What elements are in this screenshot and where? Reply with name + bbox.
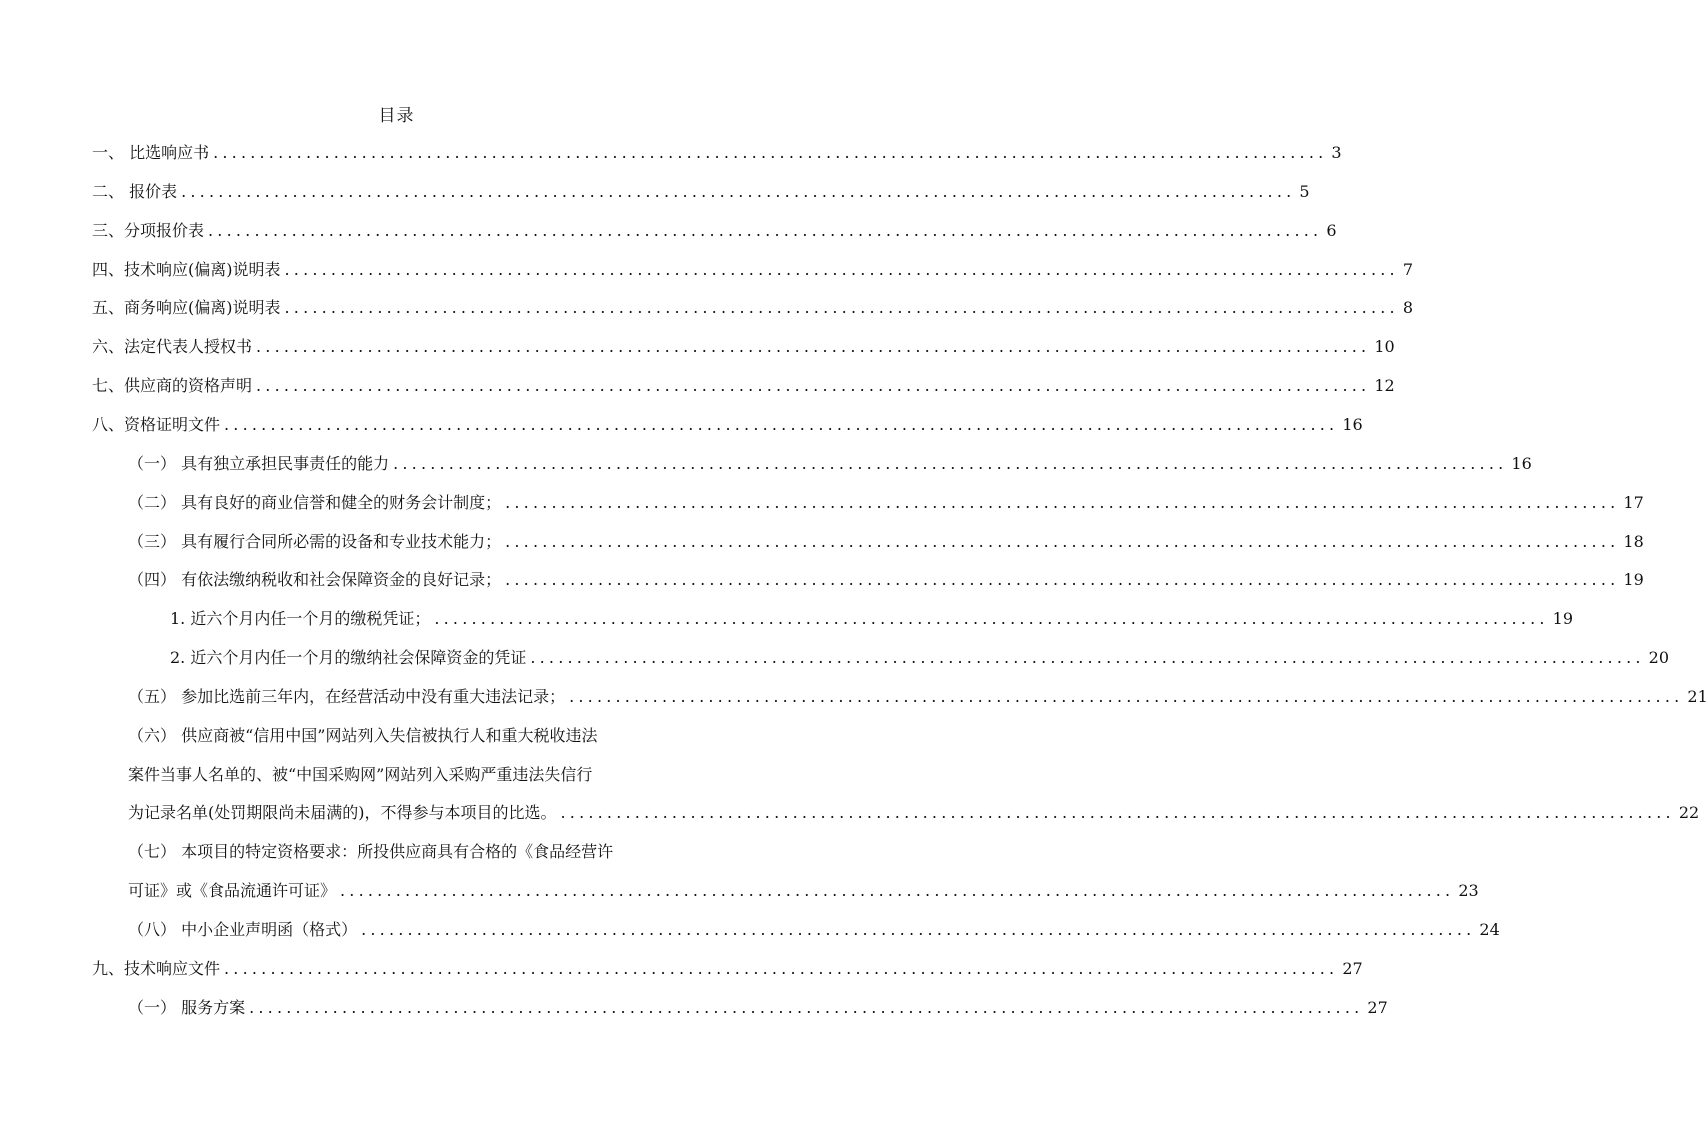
toc-entry-label: 案件当事人名单的、被“中国采购网”网站列入采购严重违法失信行 bbox=[128, 764, 593, 784]
toc-entry-continuation[interactable] bbox=[128, 794, 1700, 833]
toc-entry[interactable] bbox=[92, 212, 1337, 251]
toc-page-number: 19 bbox=[1623, 570, 1644, 590]
toc-entry[interactable] bbox=[92, 367, 1395, 406]
dot-leader: ........................................................................................................................ bbox=[505, 492, 1620, 512]
toc-entry[interactable] bbox=[92, 289, 1413, 328]
dot-leader: ........................................................................................................................ bbox=[224, 958, 1339, 978]
dot-leader: ........................................................................................................................ bbox=[256, 337, 1371, 357]
dot-leader: ........................................................................................................................ bbox=[284, 298, 1399, 318]
toc-page-number: 20 bbox=[1648, 648, 1670, 668]
dot-leader: ........................................................................................................................ bbox=[393, 453, 1508, 473]
toc-entry[interactable] bbox=[128, 445, 1532, 484]
toc-entry-label: 七、供应商的资格声明 bbox=[92, 376, 253, 396]
toc-entry[interactable] bbox=[128, 678, 1708, 717]
dot-leader: ........................................................................................................................ bbox=[505, 570, 1620, 590]
toc-entry-label: 可证》或《食品流通许可证》 bbox=[128, 881, 337, 901]
toc-page-number: 23 bbox=[1458, 881, 1479, 901]
toc-page-number: 6 bbox=[1326, 220, 1337, 240]
dot-leader: ........................................................................................................................ bbox=[505, 531, 1620, 551]
dot-leader: ........................................................................................................................ bbox=[340, 881, 1455, 901]
toc-entry[interactable] bbox=[92, 134, 1342, 173]
toc-page-number: 18 bbox=[1623, 531, 1644, 551]
toc-page-number: 5 bbox=[1299, 181, 1310, 201]
toc-page-number: 8 bbox=[1402, 298, 1413, 318]
toc-page-number: 16 bbox=[1342, 414, 1363, 434]
dot-leader: ........................................................................................................................ bbox=[361, 920, 1476, 939]
toc-entry-label: 六、法定代表人授权书 bbox=[92, 337, 253, 357]
dot-leader: ........................................................................................................................ bbox=[284, 259, 1399, 279]
toc-page-number: 19 bbox=[1552, 609, 1574, 629]
toc-entry[interactable] bbox=[128, 717, 698, 756]
toc-entry-label: （八） 中小企业声明函（格式） bbox=[128, 920, 358, 939]
toc-page-number: 21 bbox=[1687, 686, 1708, 706]
toc-entry[interactable] bbox=[92, 328, 1395, 367]
toc-page-number: 16 bbox=[1511, 453, 1532, 473]
toc-entry-label: （一） 具有独立承担民事责任的能力 bbox=[128, 453, 390, 473]
toc-page-number: 27 bbox=[1367, 997, 1388, 1017]
toc-entry-label: （四） 有依法缴纳税收和社会保障资金的良好记录； bbox=[128, 570, 502, 590]
toc-entry-label: 一、 比选响应书 bbox=[92, 143, 210, 162]
toc-entry[interactable] bbox=[170, 600, 1574, 639]
toc-entry[interactable] bbox=[92, 406, 1363, 445]
toc-entry-label: 三、分项报价表 bbox=[92, 220, 205, 240]
dot-leader: ........................................................................................................................ bbox=[208, 220, 1323, 240]
dot-leader: ........................................................................................................................ bbox=[569, 686, 1684, 706]
dot-leader: ........................................................................................................................ bbox=[249, 997, 1364, 1017]
toc-entry-label: 五、商务响应(偏离)说明表 bbox=[92, 298, 281, 318]
dot-leader: ........................................................................................................................ bbox=[434, 609, 1549, 629]
toc-title: 目录 bbox=[378, 106, 415, 126]
toc-entry[interactable] bbox=[128, 833, 698, 872]
toc-entry-label: （一） 服务方案 bbox=[128, 997, 246, 1017]
toc-entry-continuation[interactable] bbox=[128, 872, 1479, 911]
toc-entry-label: 2. 近六个月内任一个月的缴纳社会保障资金的凭证 bbox=[170, 648, 527, 668]
toc-entry-label: （六） 供应商被“信用中国”网站列入失信被执行人和重大税收违法 bbox=[128, 725, 598, 745]
toc-entry[interactable] bbox=[92, 950, 1363, 989]
toc-entry[interactable] bbox=[128, 989, 1388, 1028]
toc-entry-label: （五） 参加比选前三年内，在经营活动中没有重大违法记录； bbox=[128, 686, 566, 706]
toc-entry[interactable] bbox=[170, 639, 1670, 678]
toc-page-number: 10 bbox=[1374, 337, 1395, 357]
toc-page-number: 7 bbox=[1402, 259, 1413, 279]
toc-entry-label: 九、技术响应文件 bbox=[92, 958, 221, 978]
dot-leader: ........................................................................................................................ bbox=[224, 414, 1339, 434]
toc-page-number: 24 bbox=[1479, 920, 1500, 939]
toc-entry-label: （三） 具有履行合同所必需的设备和专业技术能力； bbox=[128, 531, 502, 551]
toc-entry[interactable] bbox=[128, 484, 1644, 523]
dot-leader: ........................................................................................................................ bbox=[213, 143, 1328, 162]
toc-entry-label: （二） 具有良好的商业信誉和健全的财务会计制度； bbox=[128, 492, 502, 512]
toc-entry-label: 1. 近六个月内任一个月的缴税凭证； bbox=[170, 609, 431, 629]
toc-entry-label: 为记录名单(处罚期限尚未届满的)，不得参与本项目的比选。 bbox=[128, 803, 557, 823]
toc-entry[interactable] bbox=[92, 251, 1413, 290]
dot-leader: ........................................................................................................................ bbox=[530, 648, 1645, 668]
toc-entry-label: 二、 报价表 bbox=[92, 181, 178, 201]
toc-page-number: 17 bbox=[1623, 492, 1644, 512]
toc-page-number: 3 bbox=[1331, 143, 1342, 162]
toc-entry[interactable] bbox=[128, 561, 1644, 600]
toc-entry-label: （七） 本项目的特定资格要求：所投供应商具有合格的《食品经营许 bbox=[128, 842, 614, 862]
toc-entry[interactable] bbox=[128, 911, 1500, 950]
toc-page-number: 27 bbox=[1342, 958, 1363, 978]
dot-leader: ........................................................................................................................ bbox=[256, 376, 1371, 396]
toc-entry-label: 八、资格证明文件 bbox=[92, 414, 221, 434]
toc-entry-label: 四、技术响应(偏离)说明表 bbox=[92, 259, 281, 279]
toc-entry[interactable] bbox=[128, 523, 1644, 562]
toc-page-number: 12 bbox=[1374, 376, 1395, 396]
dot-leader: ........................................................................................................................ bbox=[181, 181, 1296, 201]
dot-leader: ........................................................................................................................ bbox=[560, 803, 1675, 823]
toc-entry[interactable] bbox=[92, 173, 1310, 212]
toc-page-number: 22 bbox=[1678, 803, 1700, 823]
toc-entry-continuation[interactable] bbox=[128, 756, 698, 795]
